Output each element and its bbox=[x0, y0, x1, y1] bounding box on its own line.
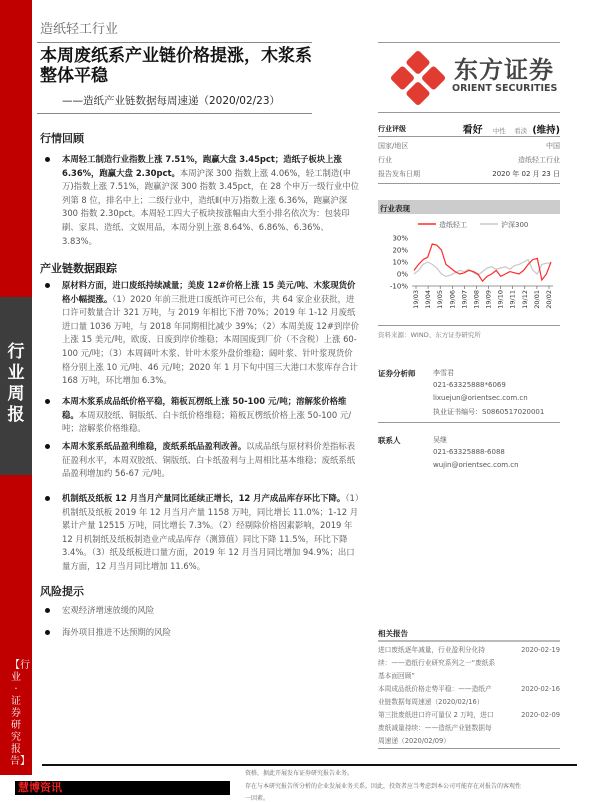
meta-row bbox=[378, 139, 560, 153]
rating-label: 行业评级 bbox=[378, 124, 406, 133]
tracking-paragraph bbox=[40, 279, 360, 388]
y-tick-label: 30% bbox=[392, 234, 408, 243]
x-tick-label: 19/03 bbox=[412, 290, 420, 309]
related-item-date: 2020-02-16 bbox=[521, 685, 560, 693]
related-item-date: 2020-02-09 bbox=[521, 711, 560, 719]
footer-text: 一因素。 bbox=[245, 795, 270, 802]
para-text: （1）2020 年前三批进口废纸许可已公布，共 64 家企业获批，进口许可数量合计 321 万吨，与 2019 年相比下滑 70%；2019 年 1-12 月废纸进口量 1036 万吨，与 2018 年同期相比减少 39%；（2）本周美废 12#到岸价上涨 15 美元/吨，欧废、日废到岸价维稳；本周国废到厂价（不含税）上涨 60-100 元/吨；（3）本周阔叶木浆、针叶木浆外盘价维稳；阔叶浆、针叶浆现货价格分别上涨 10 元/吨、46 元/吨；2020 年 1 月下旬中国三大港口木浆库存合计 168 万吨，环比增加 6.3%。 bbox=[62, 293, 360, 386]
divider bbox=[37, 42, 312, 43]
para-lead: 本周木浆系成品纸价格平稳，箱板瓦楞纸上涨 50-100 元/吨；溶解浆价格维稳。 bbox=[62, 396, 347, 420]
rating-keep: (维持) bbox=[532, 125, 560, 136]
related-item-title[interactable]: 本周成品纸价格走势平稳：——造纸产业链数据每周速递（2020/02/16） bbox=[378, 685, 492, 706]
rating-option: 看淡 bbox=[514, 127, 528, 135]
x-tick-label: 19/05 bbox=[436, 290, 445, 309]
rating-row bbox=[378, 121, 560, 184]
rating-option: 中性 bbox=[492, 127, 506, 135]
para-text: （1）机制纸及纸板 2019 年 12 月当月产量 1158 万吨，同比增长 11.0%；1-12 月累计产量 12515 万吨，同比增长 7.3%。（2）经剔除价格因素影响，2019 年 12 月机制纸及纸板制造业产成品库存（测算值）同比下降 11.5%，环比下降 3.4%。（3）纸及纸板进口量方面，2019 年 12 月当月同比增加 94.9%；出口量方面，12 月当月同比增加 11.6%。 bbox=[62, 493, 360, 571]
series-line-造纸轻工 bbox=[414, 244, 551, 281]
bullet-icon bbox=[45, 283, 50, 288]
perf-section-title: 行业表现 bbox=[378, 200, 560, 214]
x-tick-label: 20/01 bbox=[532, 290, 541, 309]
bullet-icon bbox=[45, 496, 50, 501]
para-lead: 机制纸及纸板 12 月当月产量同比延续正增长，12 月产成品库存环比下降。 bbox=[62, 493, 346, 503]
analyst-phone: 021-63325888*6069 bbox=[433, 381, 506, 389]
meta-value: 造纸轻工行业 bbox=[518, 156, 560, 164]
x-tick-label: 19/10 bbox=[496, 290, 505, 309]
para-text: 海外项目推进不达预期的风险 bbox=[62, 627, 171, 637]
footer-text: 存在与本研究报告所分析的企业发展业务关系。因此，投资者应当考虑到本公司可能存在对报告的客观性 bbox=[245, 783, 522, 790]
contact-label: 联系人 bbox=[378, 436, 401, 445]
legend-label: 造纸轻工 bbox=[439, 221, 467, 229]
contact-email[interactable]: wujin@orientsec.com.cn bbox=[433, 461, 519, 469]
meta-row bbox=[378, 153, 560, 167]
footer-divider bbox=[42, 764, 577, 766]
rating-value: 看好 bbox=[462, 125, 483, 136]
analyst-email[interactable]: lixuejun@orientsec.com.cn bbox=[433, 394, 528, 402]
para-lead: 本周木浆系纸品盈利维稳，废纸系纸品盈利改善。 bbox=[62, 441, 247, 451]
analyst-block bbox=[378, 368, 560, 423]
para-text: 本周双胶纸、铜版纸、白卡纸价格维稳；箱板瓦楞纸价格上涨 50-100 元/吨；溶解浆价格维稳。 bbox=[62, 409, 352, 434]
chart-source: 资料来源：WIND、东方证券研究所 bbox=[378, 331, 481, 339]
orient-securities-logo bbox=[388, 48, 560, 108]
logo-mark-icon bbox=[388, 48, 448, 108]
para-text: 以成品纸与原材料价差指标表征盈利水平，本周双胶纸、铜版纸、白卡纸盈利与上周相比基本维稳；废纸系纸品盈利增加约 56-67 元/吨。 bbox=[62, 441, 356, 479]
x-tick-label: 19/06 bbox=[448, 290, 457, 309]
bullet-icon bbox=[45, 399, 50, 404]
analyst-name: 李雪君 bbox=[433, 369, 454, 377]
logo-en: ORIENT SECURITIES bbox=[452, 83, 558, 94]
contact-block bbox=[378, 435, 560, 475]
meta-key: 报告发布日期 bbox=[378, 170, 420, 178]
divider bbox=[37, 113, 312, 114]
para-text: 本周沪深 300 指数上涨 4.06%，轻工制造(申万)指数上涨 7.51%，跑赢沪深 300 指数 3.45pct，在 28 个申万一级行业中位列第 8 位，排名中上；二级行业中，造纸Ⅱ(申万)指数上涨 6.36%，跑赢沪深 300 指数 2.30pct。本周轻工四大子板块按涨幅由大至小排名依次为：包装印刷、家具、造纸、文娱用品，本周分别上涨 8.64%、6.86%、6.36%、3.83%。 bbox=[62, 167, 359, 246]
divider bbox=[378, 42, 560, 43]
y-tick-label: -10% bbox=[389, 282, 408, 291]
footer-text: 资格，据此开展发布证券研究报告业务。 bbox=[245, 770, 354, 777]
related-item[interactable] bbox=[378, 683, 560, 709]
section-title-review: 行情回顾 bbox=[40, 132, 84, 145]
related-item[interactable] bbox=[378, 644, 560, 683]
meta-value: 中国 bbox=[546, 142, 560, 150]
industry-label: 造纸轻工行业 bbox=[40, 22, 119, 37]
related-item-title[interactable]: 进口废纸逐年减量，行业盈利分化持续：——造纸行业研究系列之一“废纸系基本面回顾” bbox=[378, 646, 496, 680]
section-title-tracking: 产业链数据跟踪 bbox=[40, 262, 117, 275]
logo-cn: 东方证券 bbox=[454, 56, 554, 84]
tracking-paragraph bbox=[40, 492, 360, 574]
y-tick-label: 10% bbox=[392, 258, 408, 267]
risk-item bbox=[40, 626, 360, 640]
x-tick-label: 19/12 bbox=[520, 290, 529, 309]
meta-row bbox=[378, 167, 560, 181]
legend-label: 沪深300 bbox=[501, 221, 529, 229]
analyst-cert: 执业证书编号：S0860517020001 bbox=[433, 408, 545, 416]
bullet-icon bbox=[45, 157, 50, 162]
bullet-icon bbox=[45, 444, 50, 449]
meta-value: 2020 年 02 月 23 日 bbox=[492, 170, 560, 178]
meta-key: 国家/地区 bbox=[378, 142, 409, 150]
divider bbox=[378, 325, 560, 326]
contact-phone: 021-63325888-6088 bbox=[433, 448, 505, 456]
related-item-date: 2020-02-19 bbox=[521, 646, 560, 654]
related-title: 相关报告 bbox=[378, 627, 560, 642]
para-text: 宏观经济增速放缓的风险 bbox=[62, 605, 155, 615]
contact-name: 吴继 bbox=[433, 436, 447, 444]
y-tick-label: 0% bbox=[396, 270, 408, 279]
watermark: 慧博资讯 bbox=[15, 781, 230, 795]
para-lead: 原材料方面，进口废纸持续减量；美废 12#价格上涨 15 美元/吨、木浆现货价格小幅提涨。 bbox=[62, 280, 356, 304]
x-tick-label: 20/02 bbox=[545, 290, 553, 309]
related-reports bbox=[378, 627, 560, 749]
x-tick-label: 19/04 bbox=[424, 290, 433, 309]
x-tick-label: 19/07 bbox=[460, 290, 469, 309]
sidebar-red-top bbox=[0, 0, 32, 297]
bullet-icon bbox=[45, 608, 50, 613]
x-tick-label: 19/08 bbox=[472, 290, 481, 309]
tracking-paragraph bbox=[40, 395, 360, 436]
risk-item bbox=[40, 604, 360, 618]
x-tick-label: 19/09 bbox=[484, 290, 493, 309]
y-tick-label: 20% bbox=[392, 246, 408, 255]
bullet-icon bbox=[45, 630, 50, 635]
related-item-title[interactable]: 第三批废纸进口许可量仅 2 万吨，进口废纸减量持续：——造纸产业链数据每周速递（2020/02/09） bbox=[378, 711, 494, 745]
analyst-label: 证券分析师 bbox=[378, 369, 416, 378]
meta-key: 行业 bbox=[378, 156, 392, 164]
industry-performance-chart bbox=[378, 218, 560, 318]
section-title-risk: 风险提示 bbox=[40, 585, 84, 598]
report-subtitle: ——造纸产业链数据每周速递（2020/02/23） bbox=[62, 95, 281, 107]
tracking-paragraph bbox=[40, 440, 360, 481]
report-title: 本周废纸系产业链价格提涨，木浆系整体平稳 bbox=[40, 46, 312, 86]
sidebar-report-category: 【行业·证券研究报告】 bbox=[0, 475, 32, 775]
review-paragraph bbox=[40, 153, 360, 248]
sidebar-report-type: 行业周报 bbox=[0, 297, 32, 475]
related-item[interactable] bbox=[378, 709, 560, 749]
divider bbox=[378, 112, 560, 113]
para-lead: 本周轻工制造行业指数上涨 7.51%，跑赢大盘 3.45pct；造纸子板块上涨 6.36%，跑赢大盘 2.30pct。 bbox=[62, 154, 342, 178]
x-tick-label: 19/11 bbox=[508, 290, 517, 309]
